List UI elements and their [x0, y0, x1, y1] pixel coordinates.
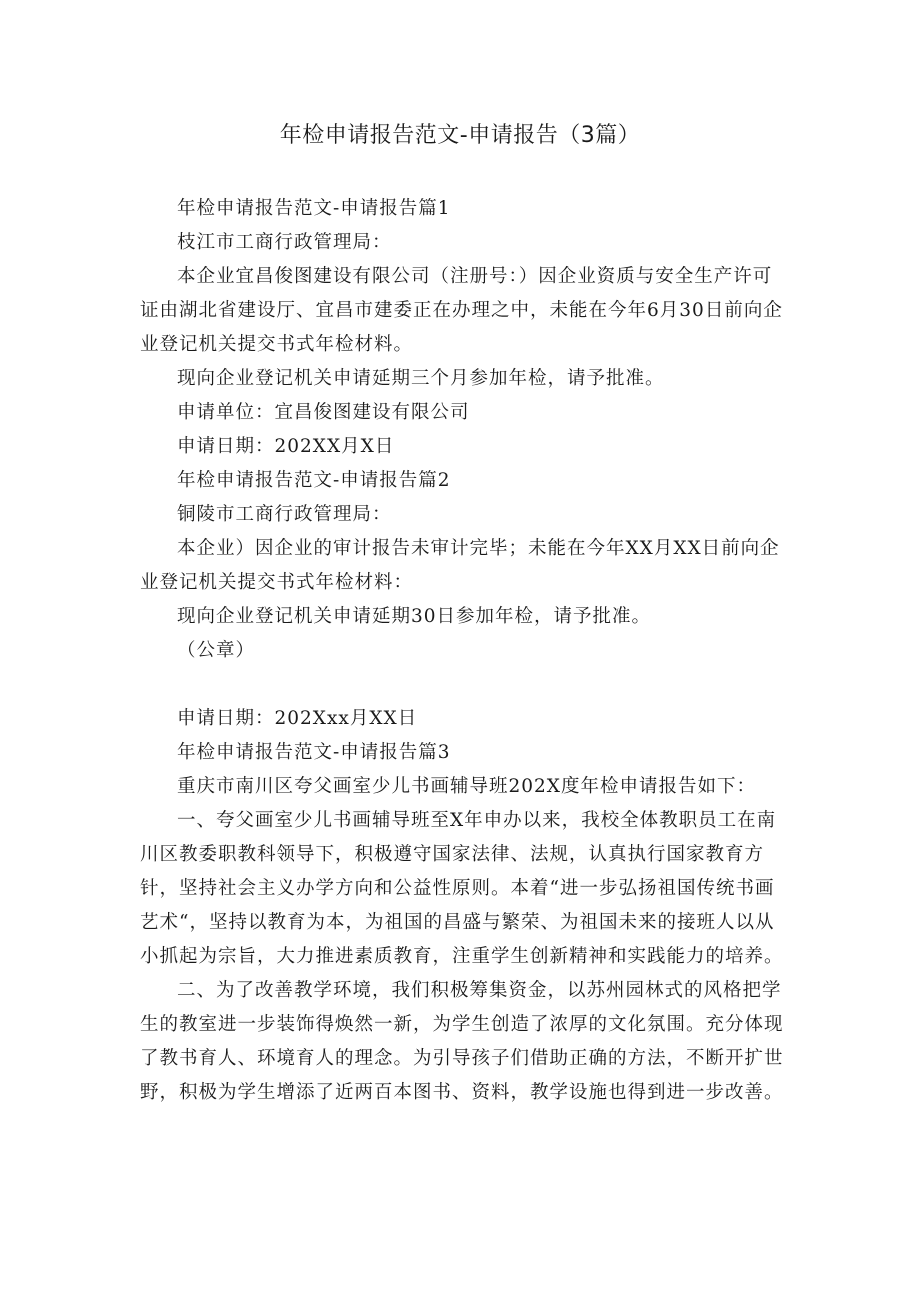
document-body — [140, 192, 790, 1110]
body-paragraph: 本企业宜昌俊图建设有限公司（注册号：）因企业资质与安全生产许可证由湖北省建设厅、宜昌市建委正在办理之中，未能在今年6月30日前向企业登记机关提交书式年检材料。 — [140, 266, 783, 355]
body-paragraph: 本企业）因企业的审计报告未审计完毕；未能在今年XX月XX日前向企业登记机关提交书式年检材料： — [140, 538, 780, 593]
blank-line — [140, 668, 790, 702]
application-date-1: 申请日期：202XX月X日 — [177, 436, 395, 457]
body-paragraph: 现向企业登记机关申请延期30日参加年检，请予批准。 — [177, 606, 652, 627]
section-heading-1: 年检申请报告范文-申请报告篇1 — [177, 198, 451, 219]
body-paragraph: 一、夸父画室少儿书画辅导班至X年申办以来，我校全体教职员工在南川区教委职教科领导下，积极遵守国家法律、法规，认真执行国家教育方针，坚持社会主义办学方向和公益性原则。本着“进一步弘扬祖国传统书画艺术“，坚持以教育为本，为祖国的昌盛与繁荣、为祖国未来的接班人以从小抓起为宗旨，大力推进素质教育，注重学生创新精神和实践能力的培养。 — [140, 810, 784, 967]
application-date-2: 申请日期：202Xxx月XX日 — [177, 708, 418, 729]
official-seal-note: （公章） — [177, 640, 256, 661]
addressee-1: 枝江市工商行政管理局： — [177, 232, 392, 253]
document-title: 年检申请报告范文-申请报告（3篇） — [279, 123, 641, 148]
section-heading-2: 年检申请报告范文-申请报告篇2 — [177, 470, 451, 491]
report-intro: 重庆市南川区夸父画室少儿书画辅导班202X度年检申请报告如下： — [177, 776, 756, 797]
body-paragraph: 现向企业登记机关申请延期三个月参加年检，请予批准。 — [177, 368, 665, 389]
addressee-2: 铜陵市工商行政管理局： — [177, 504, 392, 525]
applicant-unit: 申请单位：宜昌俊图建设有限公司 — [177, 402, 470, 423]
body-paragraph: 二、为了改善教学环境，我们积极筹集资金，以苏州园林式的风格把学生的教室进一步装饰得焕然一新，为学生创造了浓厚的文化氛围。充分体现了教书育人、环境育人的理念。为引导孩子们借助正确的方法，不断开扩世野，积极为学生增添了近两百本图书、资料，教学设施也得到进一步改善。 — [140, 980, 784, 1103]
section-heading-3: 年检申请报告范文-申请报告篇3 — [177, 742, 451, 763]
